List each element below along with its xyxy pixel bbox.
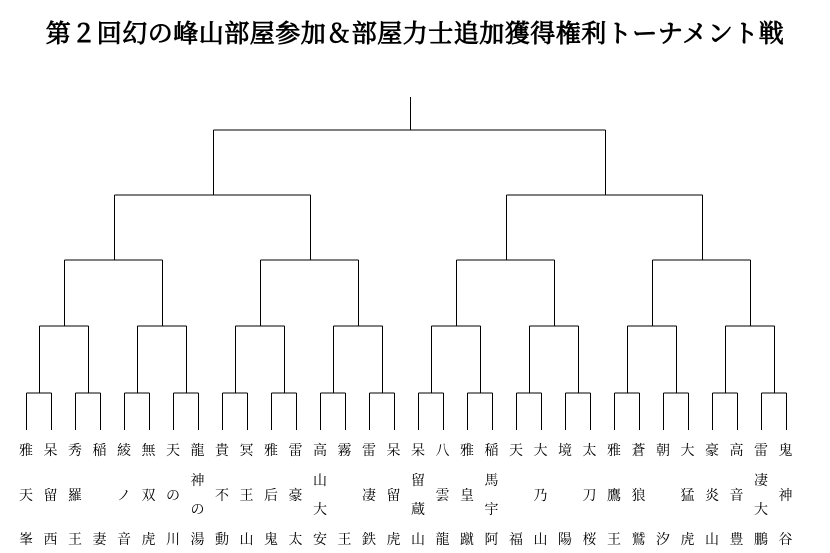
entrant-name-char: 羅	[68, 487, 82, 504]
entrant-name-char: 太	[288, 532, 303, 548]
entrant-name	[603, 443, 625, 548]
entrant-name-char: 貴	[215, 443, 229, 459]
entrant-name-char: 鬼	[264, 532, 278, 548]
entrant-name-char: 山	[313, 472, 327, 489]
entrant-name-char: 綾	[117, 443, 131, 459]
entrant-name-char: 無	[141, 443, 156, 459]
entrant-name	[481, 443, 503, 548]
entrant-name-char: 龍	[435, 532, 450, 548]
entrant-name-char: 双	[141, 487, 156, 504]
entrant-name-char: 雷	[288, 443, 303, 459]
entrant-name-char: 大	[754, 502, 768, 519]
entrant-name-char: 留	[43, 487, 58, 504]
entrant-name-char: 王	[607, 532, 621, 548]
entrant-name-char: 神	[190, 472, 205, 489]
entrant-name-char: 虎	[680, 532, 695, 548]
entrant-name	[113, 443, 135, 548]
entrant-name-char: 留	[411, 472, 425, 489]
entrant-name	[285, 443, 307, 548]
entrant-name-char: 刀	[582, 487, 597, 504]
entrant-name	[628, 443, 650, 548]
entrant-name	[432, 443, 454, 548]
entrant-name-char: 大	[533, 443, 548, 459]
entrant-name	[701, 443, 723, 548]
entrant-name-char: 桜	[582, 532, 597, 548]
entrant-name-char: 炎	[705, 487, 719, 504]
entrant-name-char: 蒼	[631, 443, 646, 459]
entrant-name-char: 谷	[778, 532, 793, 548]
entrant-name-char: 凄	[754, 472, 768, 489]
entrant-name-char: 山	[411, 531, 425, 548]
entrant-name-char: 凄	[362, 487, 376, 504]
entrant-name-char: 太	[582, 443, 597, 459]
entrant-name	[726, 443, 748, 548]
entrant-name-char: 汐	[656, 532, 670, 548]
entrant-name	[530, 443, 552, 548]
entrant-name-char: 福	[509, 532, 523, 548]
entrant-name-char: の	[190, 502, 205, 519]
entrant-name-char: 神	[778, 487, 793, 504]
entrant-name	[505, 443, 527, 548]
entrant-name-char: 虎	[386, 532, 401, 548]
entrant-name-char: 蔵	[411, 502, 425, 519]
entrant-name-char: 豊	[729, 532, 744, 548]
entrant-name	[579, 443, 601, 548]
entrant-name-char: 川	[166, 532, 180, 548]
entrant-name-char: 宇	[484, 502, 499, 519]
entrant-name-char: 高	[729, 443, 744, 459]
entrant-name	[358, 443, 380, 548]
entrant-name-char: 鵬	[754, 531, 768, 548]
entrant-name	[334, 443, 356, 548]
entrant-name-char: 王	[68, 532, 82, 548]
entrant-name-char: の	[166, 487, 180, 504]
entrant-name-char: 天	[19, 487, 33, 504]
entrant-name-char: 呆	[43, 443, 58, 459]
entrant-name	[407, 443, 429, 548]
entrant-name	[554, 443, 576, 548]
entrant-name-char: 音	[729, 487, 744, 504]
entrant-name-char: 山	[239, 532, 254, 548]
entrant-name	[162, 443, 184, 548]
entrant-name	[89, 443, 111, 548]
entrant-name-char: 峯	[19, 532, 33, 548]
entrant-name	[456, 443, 478, 548]
entrant-name-char: 妻	[92, 532, 107, 548]
entrant-name	[64, 443, 86, 548]
entrant-name-char: 王	[239, 487, 254, 504]
entrant-name-char: 猛	[680, 487, 695, 504]
entrant-name-char: 大	[680, 443, 695, 459]
entrant-name-char: 雷	[754, 443, 768, 459]
entrant-name-char: 鉄	[362, 532, 376, 548]
entrant-name-char: 陽	[558, 532, 572, 548]
entrant-name-char: 雷	[362, 443, 376, 459]
entrant-name	[138, 443, 160, 548]
entrant-name	[750, 443, 772, 548]
entrant-name-char: 雅	[460, 443, 474, 459]
entrant-name	[40, 443, 62, 548]
entrant-name-char: 冥	[239, 443, 254, 459]
entrant-name-char: 霧	[337, 443, 352, 459]
entrant-name-char: 豪	[705, 443, 719, 459]
entrant-name	[236, 443, 258, 548]
entrant-name-char: 鷹	[607, 487, 621, 504]
entrant-name-char: 大	[313, 502, 327, 519]
entrant-name-char: 音	[117, 532, 131, 548]
entrant-name-char: 朝	[656, 443, 670, 459]
entrant-name-char: 后	[264, 487, 278, 504]
entrant-name-char: 呆	[411, 443, 425, 459]
entrant-name-char: 天	[509, 443, 523, 459]
entrant-name-char: 乃	[533, 487, 548, 504]
entrant-name	[260, 443, 282, 548]
entrant-name	[187, 443, 209, 548]
entrant-name	[775, 443, 797, 548]
entrant-name-char: 狼	[631, 487, 646, 504]
entrant-name-char: 天	[166, 443, 180, 459]
entrant-name-char: 稲	[92, 443, 107, 459]
entrant-name-char: 安	[313, 531, 327, 548]
entrant-name	[211, 443, 233, 548]
entrant-name-char: 雲	[435, 487, 450, 504]
entrant-name-char: 馬	[484, 472, 499, 489]
entrant-name-char: 豪	[288, 487, 303, 504]
entrant-name-char: 龍	[190, 443, 205, 459]
entrant-name-char: 稲	[484, 443, 499, 459]
entrant-name-char: 山	[705, 532, 719, 548]
entrant-name-char: 鷲	[631, 532, 646, 548]
entrant-name-char: ノ	[117, 487, 131, 504]
entrant-name	[15, 443, 37, 548]
entrant-name-char: 雅	[19, 443, 33, 459]
entrant-name-char: 西	[43, 532, 58, 548]
bracket-title: 第２回幻の峰山部屋参加＆部屋力士追加獲得権利トーナメント戦	[45, 19, 785, 48]
entrant-name-char: 不	[215, 487, 229, 504]
entrant-name-char: 湯	[190, 531, 205, 548]
entrant-name	[383, 443, 405, 548]
entrant-name-char: 留	[386, 487, 401, 504]
entrant-name	[677, 443, 699, 548]
entrant-name-char: 鬼	[778, 443, 793, 459]
entrant-name	[309, 443, 331, 548]
entrant-name-char: 山	[533, 532, 548, 548]
entrant-name-char: 王	[337, 532, 352, 548]
entrant-name-char: 雅	[264, 443, 278, 459]
entrant-name-char: 動	[215, 532, 229, 548]
entrant-name	[652, 443, 674, 548]
entrant-name-char: 雅	[607, 443, 621, 459]
entrant-name-char: 秀	[68, 443, 82, 459]
entrant-name-char: 八	[435, 443, 450, 459]
entrant-name-char: 境	[558, 443, 572, 459]
entrant-name-char: 阿	[484, 531, 499, 548]
entrant-name-char: 呆	[386, 443, 401, 459]
entrant-name-char: 虎	[141, 532, 156, 548]
entrant-name-char: 皇	[460, 487, 474, 504]
entrant-name-char: 蹴	[460, 532, 474, 548]
entrant-name-char: 高	[313, 443, 327, 459]
